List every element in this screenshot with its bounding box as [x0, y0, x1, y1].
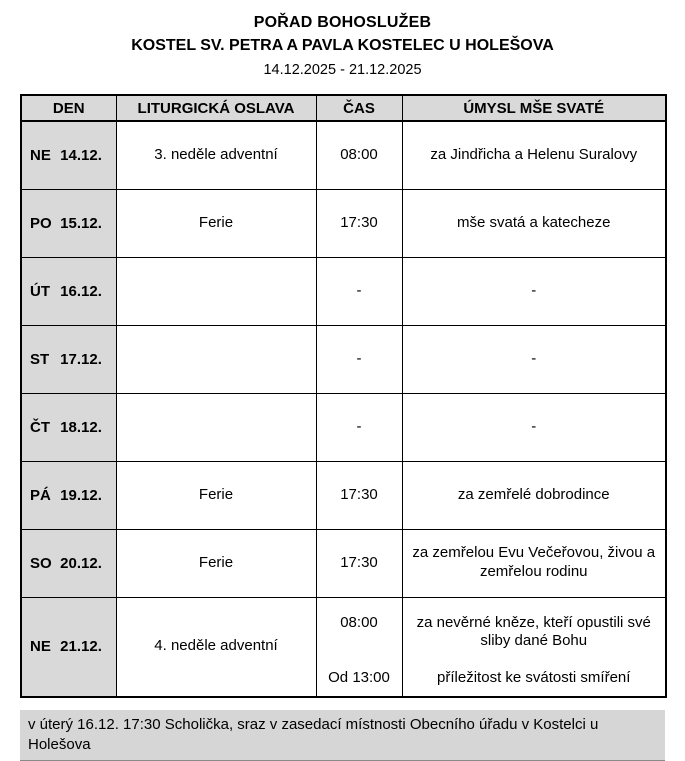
column-header-den: DEN [21, 95, 116, 121]
time-cell: - [316, 393, 402, 461]
column-header-cas: ČAS [316, 95, 402, 121]
table-row [21, 461, 666, 529]
celebration-cell: 4. neděle adventní [116, 597, 316, 697]
intention-cell [402, 597, 666, 697]
celebration-cell: Ferie [116, 189, 316, 257]
column-header-umysl: ÚMYSL MŠE SVATÉ [402, 95, 666, 121]
time-cell: 17:30 [316, 189, 402, 257]
celebration-cell [116, 325, 316, 393]
day-cell [21, 393, 116, 461]
day-date: 21.12. [60, 638, 102, 656]
day-date: 17.12. [60, 350, 102, 368]
time-cell: 17:30 [316, 529, 402, 597]
intention-cell: za zemřelou Evu Večeřovou, živou a zemřelou rodinu [402, 529, 666, 597]
intention-cell: - [402, 325, 666, 393]
day-cell [21, 461, 116, 529]
column-header-liturgicka-oslava: LITURGICKÁ OSLAVA [116, 95, 316, 121]
intention-entry-1: za nevěrné kněze, kteří opustili své sliby dané Bohu [416, 613, 651, 650]
intention-entry-2: příležitost ke svátosti smíření [437, 668, 631, 686]
day-date: 14.12. [60, 146, 102, 164]
day-abbr: NE [30, 638, 51, 656]
celebration-cell: Ferie [116, 461, 316, 529]
day-cell [21, 121, 116, 189]
intention-cell: mše svatá a katecheze [402, 189, 666, 257]
header-row [21, 95, 666, 121]
celebration-cell [116, 393, 316, 461]
time-cell: - [316, 325, 402, 393]
date-range: 14.12.2025 - 21.12.2025 [263, 62, 422, 78]
day-cell [21, 189, 116, 257]
day-date: 18.12. [60, 418, 102, 436]
table-row [21, 257, 666, 325]
day-abbr: PO [30, 214, 52, 232]
table-row [21, 121, 666, 189]
time-entry-2: Od 13:00 [328, 668, 390, 686]
day-abbr: ST [30, 350, 50, 368]
schedule-table [20, 94, 667, 698]
table-row [21, 325, 666, 393]
day-date: 20.12. [60, 554, 102, 572]
table-row [21, 597, 666, 697]
day-date: 16.12. [60, 282, 102, 300]
time-cell [316, 597, 402, 697]
table-row [21, 393, 666, 461]
page-title: POŘAD BOHOSLUŽEB [253, 14, 432, 31]
day-date: 19.12. [60, 486, 102, 504]
intention-cell: - [402, 257, 666, 325]
celebration-cell [116, 257, 316, 325]
day-cell [21, 257, 116, 325]
time-cell: 17:30 [316, 461, 402, 529]
day-abbr: ÚT [30, 282, 50, 300]
time-cell: 08:00 [316, 121, 402, 189]
table-row [21, 529, 666, 597]
day-abbr: NE [30, 146, 51, 164]
day-date: 15.12. [60, 214, 102, 232]
page-subtitle: KOSTEL SV. PETRA A PAVLA KOSTELEC U HOLEŠOVA [131, 37, 554, 54]
title-block [20, 14, 665, 78]
day-abbr: ČT [30, 418, 50, 436]
celebration-cell: Ferie [116, 529, 316, 597]
time-cell: - [316, 257, 402, 325]
day-cell [21, 325, 116, 393]
day-cell [21, 529, 116, 597]
day-abbr: SO [30, 554, 52, 572]
intention-cell: - [402, 393, 666, 461]
time-entry-1: 08:00 [340, 613, 378, 631]
celebration-cell: 3. neděle adventní [116, 121, 316, 189]
intention-cell: za Jindřicha a Helenu Suralovy [402, 121, 666, 189]
footer-note: v úterý 16.12. 17:30 Scholička, sraz v zasedací místnosti Obecního úřadu v Kostelci u Holešova [20, 710, 665, 761]
intention-cell: za zemřelé dobrodince [402, 461, 666, 529]
table-row [21, 189, 666, 257]
day-cell [21, 597, 116, 697]
day-abbr: PÁ [30, 486, 51, 504]
